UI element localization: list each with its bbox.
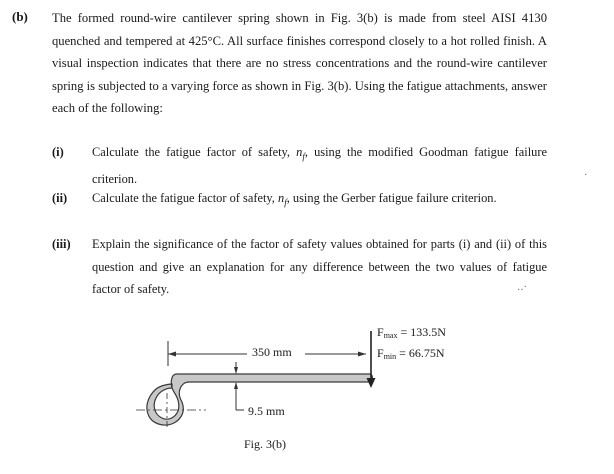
fmin-sub: min <box>383 352 397 361</box>
part-ii-label: (ii) <box>52 191 68 205</box>
part-i-text-after: , using the modified Goodman fatigue failure criterion. <box>92 145 547 186</box>
fmax-symbol: F <box>377 325 384 339</box>
question-label: (b) <box>12 9 28 24</box>
part-i-symbol: n <box>296 145 303 159</box>
fmin-symbol: F <box>377 346 384 360</box>
length-label: 350 mm <box>252 345 292 359</box>
scan-speck: ‥· <box>517 282 527 293</box>
fmin-value: = 66.75N <box>396 346 445 360</box>
part-ii-symbol-sub: f <box>284 197 287 208</box>
scan-speck: · <box>584 170 588 181</box>
part-iii-text: Explain the significance of the factor of safety values obtained for parts (i) and (ii) of this question and give an explanation for any difference between the two values of fatigue factor of safety. <box>92 237 547 296</box>
part-ii-text-after: , using the Gerber fatigue failure criterion. <box>286 191 497 205</box>
fmax-label <box>377 325 446 340</box>
part-iii-label: (iii) <box>52 237 71 251</box>
fmax-sub: max <box>383 331 398 340</box>
figure-caption: Fig. 3(b) <box>244 437 286 451</box>
fmax-value: = 133.5N <box>397 325 446 339</box>
part-i-label: (i) <box>52 145 64 159</box>
question-intro: The formed round-wire cantilever spring shown in Fig. 3(b) is made from steel AISI 4130 quenched and tempered at 425°C. All surface finishes correspond closely to a hot rolled finish. A visual inspection indicates that there are no stress concentrations and the round-wire cantilever spring is subjected to a varying force as shown in Fig. 3(b). Using the fatigue attachments, answer each of the following: <box>52 11 547 115</box>
force-arrow <box>367 331 376 388</box>
diameter-dimension <box>234 362 244 410</box>
part-i-text-before: Calculate the fatigue factor of safety, <box>92 145 297 159</box>
part-i-symbol-sub: f <box>302 151 305 162</box>
diameter-label: 9.5 mm <box>248 404 285 418</box>
part-ii-symbol: n <box>278 191 285 205</box>
part-ii-text-before: Calculate the fatigue factor of safety, <box>92 191 278 205</box>
fmin-label <box>377 346 445 361</box>
